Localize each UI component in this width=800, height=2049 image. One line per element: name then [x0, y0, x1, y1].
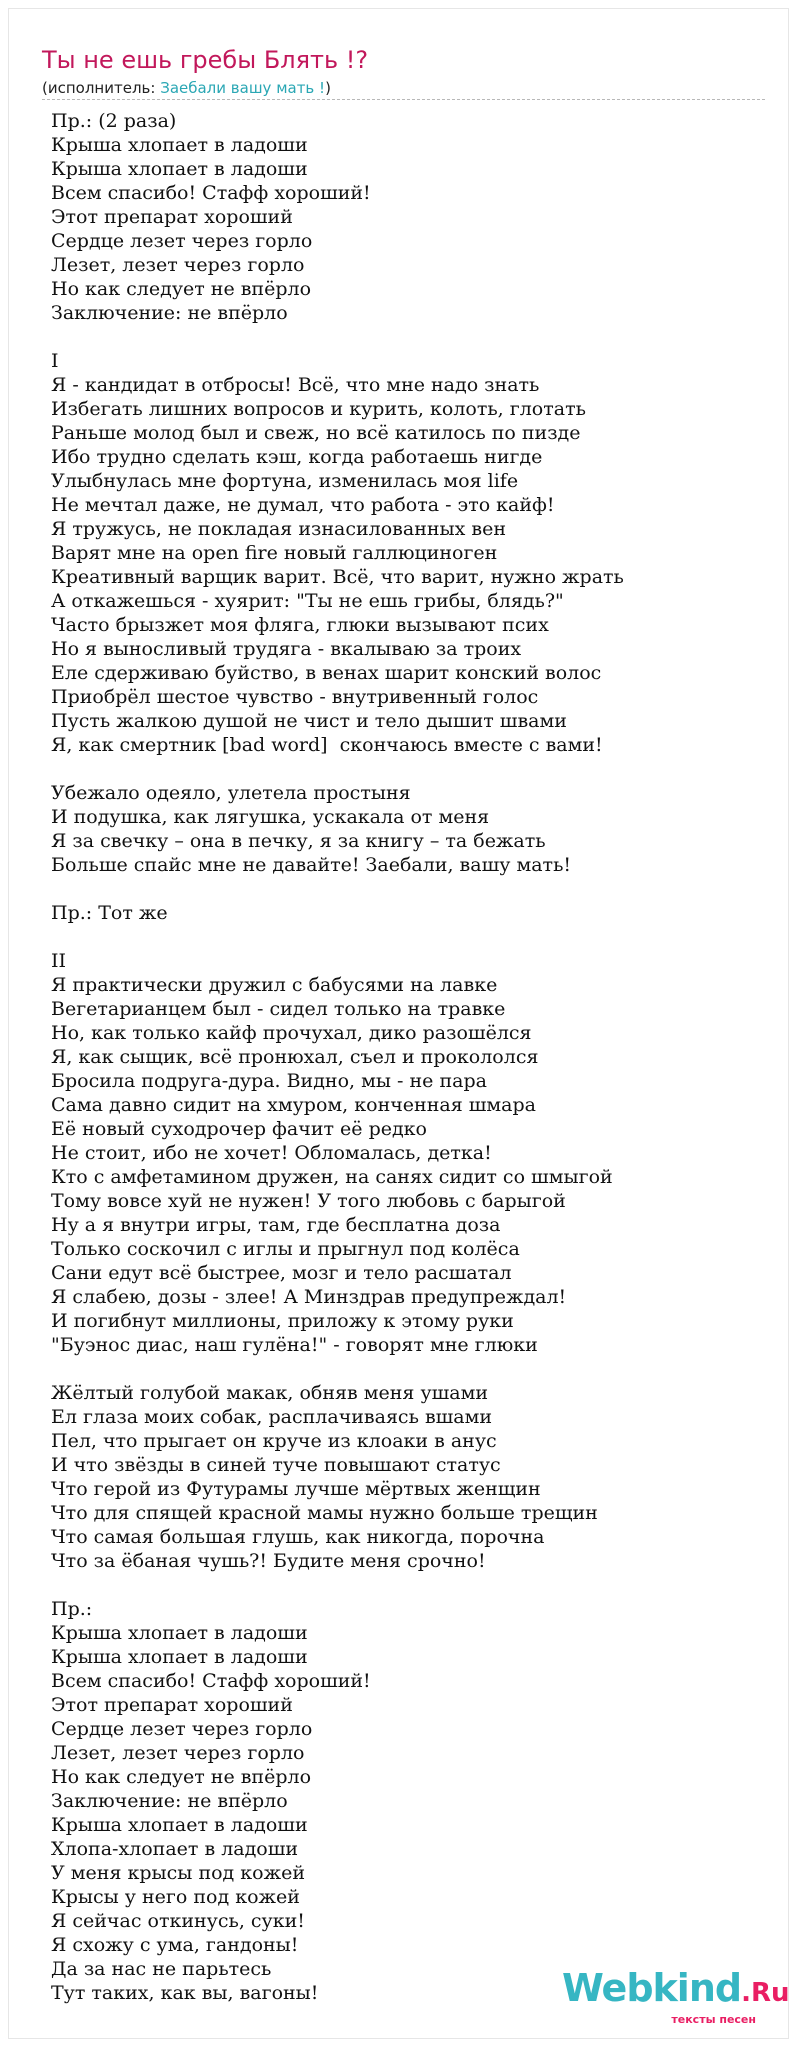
lyric-line: Раньше молод был и свеж, но всё катилось по пизде: [51, 422, 581, 444]
lyric-line: Хлопа-хлопает в ладоши: [51, 1838, 299, 1860]
lyric-line: Крыша хлопает в ладоши: [51, 1646, 308, 1668]
lyric-line: Крыша хлопает в ладоши: [51, 158, 308, 180]
lyric-line: Не стоит, ибо не хочет! Обломалась, детка!: [51, 1142, 492, 1164]
lyric-line: Пусть жалкою душой не чист и тело дышит швами: [51, 710, 567, 732]
lyric-line: Варят мне на open fire новый галлюциноген: [51, 542, 498, 564]
lyric-line: Сама давно сидит на хмуром, конченная шмара: [51, 1094, 536, 1116]
logo-tld-text: .Ru: [741, 1978, 790, 2008]
lyric-line: Что за ёбаная чушь?! Будите меня срочно!: [51, 1550, 486, 1572]
lyric-line: Я схожу с ума, гандоны!: [51, 1934, 299, 1956]
lyric-line: Больше спайс мне не давайте! Заебали, вашу мать!: [51, 854, 572, 876]
lyrics-text: [51, 109, 771, 2005]
lyric-line: Сердце лезет через горло: [51, 1718, 313, 1740]
lyric-line: Тому вовсе хуй не нужен! У того любовь с барыгой: [51, 1190, 566, 1212]
lyric-line: Убежало одеяло, улетела простыня: [51, 782, 411, 804]
lyric-line: У меня крысы под кожей: [51, 1862, 305, 1884]
lyric-line: [51, 877, 771, 901]
lyric-line: Пр.:: [51, 1598, 93, 1620]
lyric-line: Приобрёл шестое чувство - внутривенный голос: [51, 686, 539, 708]
lyric-line: Я практически дружил с бабусями на лавке: [51, 974, 498, 996]
lyric-line: Что для спящей красной мамы нужно больше трещин: [51, 1502, 598, 1524]
lyric-line: И подушка, как лягушка, ускакала от меня: [51, 806, 490, 828]
lyric-line: [51, 325, 771, 349]
lyric-line: Я, как смертник [bad word] скончаюсь вместе с вами!: [51, 734, 603, 756]
lyric-line: Её новый суходрочер фачит её редко: [51, 1118, 427, 1140]
lyric-line: Я слабею, дозы - злее! А Минздрав предупреждал!: [51, 1286, 567, 1308]
lyrics-page: [8, 8, 789, 2039]
artist-link[interactable]: Заебали вашу мать !: [160, 79, 326, 97]
lyric-line: Ибо трудно сделать кэш, когда работаешь нигде: [51, 446, 543, 468]
lyric-line: Что герой из Футурамы лучше мёртвых женщин: [51, 1478, 541, 1500]
lyric-line: Ел глаза моих собак, расплачиваясь вшами: [51, 1406, 493, 1428]
lyric-line: Тут таких, как вы, вагоны!: [51, 1982, 319, 2004]
lyric-line: Кто с амфетамином дружен, на санях сидит со шмыгой: [51, 1166, 613, 1188]
lyric-line: Я за свечку – она в печку, я за книгу – та бежать: [51, 830, 546, 852]
lyric-line: Этот препарат хороший: [51, 1694, 293, 1716]
lyric-line: Крыша хлопает в ладоши: [51, 1622, 308, 1644]
lyric-line: Всем спасибо! Стафф хороший!: [51, 1670, 371, 1692]
lyric-line: Крысы у него под кожей: [51, 1886, 300, 1908]
lyric-line: Я - кандидат в отбросы! Всё, что мне надо знать: [51, 374, 540, 396]
lyric-line: [51, 1573, 771, 1597]
song-title: Ты не ешь гребы Блять !?: [42, 46, 369, 74]
artist-suffix: ): [325, 79, 331, 97]
lyric-line: "Буэнос диас, наш гулёна!" - говорят мне глюки: [51, 1334, 538, 1356]
lyric-line: Я тружусь, не покладая изнасилованных вен: [51, 518, 506, 540]
artist-line: [42, 78, 765, 100]
lyric-line: Вегетарианцем был - сидел только на травке: [51, 998, 506, 1020]
lyric-line: Лезет, лезет через горло: [51, 1742, 305, 1764]
lyric-line: II: [51, 950, 67, 972]
site-logo[interactable]: [562, 1966, 790, 2026]
lyric-line: Лезет, лезет через горло: [51, 254, 305, 276]
lyric-line: Заключение: не впёрло: [51, 302, 288, 324]
lyric-line: Да за нас не парьтесь: [51, 1958, 272, 1980]
lyric-line: Улыбнулась мне фортуна, изменилась моя life: [51, 470, 519, 492]
lyric-line: Но как следует не впёрло: [51, 1766, 312, 1788]
lyric-line: Избегать лишних вопросов и курить, колоть, глотать: [51, 398, 586, 420]
lyric-line: Пр.: (2 раза): [51, 110, 177, 132]
lyric-line: [51, 757, 771, 781]
lyric-line: Но как следует не впёрло: [51, 278, 312, 300]
lyric-line: [51, 1357, 771, 1381]
lyric-line: И погибнут миллионы, приложу к этому руки: [51, 1310, 514, 1332]
lyric-line: Ну а я внутри игры, там, где бесплатна доза: [51, 1214, 501, 1236]
lyric-line: Крыша хлопает в ладоши: [51, 1814, 308, 1836]
lyric-line: Заключение: не впёрло: [51, 1790, 288, 1812]
lyric-line: Еле сдерживаю буйство, в венах шарит конский волос: [51, 662, 602, 684]
lyric-line: Пел, что прыгает он круче из клоаки в анус: [51, 1430, 497, 1452]
lyric-line: Бросила подруга-дура. Видно, мы - не пара: [51, 1070, 487, 1092]
lyric-line: Пр.: Тот же: [51, 902, 168, 924]
lyric-line: Только соскочил с иглы и прыгнул под колёса: [51, 1238, 520, 1260]
lyric-line: Всем спасибо! Стафф хороший!: [51, 182, 371, 204]
lyric-line: Что самая большая глушь, как никогда, порочна: [51, 1526, 545, 1548]
lyric-line: Я, как сыщик, всё пронюхал, съел и прокололся: [51, 1046, 539, 1068]
logo-wordmark: [562, 1966, 790, 2013]
lyric-line: Креативный варщик варит. Всё, что варит, нужно жрать: [51, 566, 624, 588]
lyric-line: Часто брызжет моя фляга, глюки вызывают псих: [51, 614, 549, 636]
logo-subtitle: тексты песен: [671, 2013, 756, 2026]
lyric-line: Я сейчас откинусь, суки!: [51, 1910, 305, 1932]
lyric-line: Сани едут всё быстрее, мозг и тело расшатал: [51, 1262, 512, 1284]
lyric-line: Но, как только кайф прочухал, дико разошёлся: [51, 1022, 532, 1044]
lyric-line: Жёлтый голубой макак, обняв меня ушами: [51, 1382, 489, 1404]
lyric-line: I: [51, 350, 59, 372]
lyric-line: [51, 925, 771, 949]
lyric-line: Этот препарат хороший: [51, 206, 293, 228]
lyric-line: Не мечтал даже, не думал, что работа - это кайф!: [51, 494, 555, 516]
lyric-line: Но я выносливый трудяга - вкалываю за троих: [51, 638, 522, 660]
lyric-line: И что звёзды в синей туче повышают статус: [51, 1454, 501, 1476]
artist-prefix: (исполнитель:: [42, 79, 161, 97]
lyric-line: Крыша хлопает в ладоши: [51, 134, 308, 156]
lyric-line: А откажешься - хуярит: "Ты не ешь грибы, блядь?": [51, 590, 564, 612]
lyric-line: Сердце лезет через горло: [51, 230, 313, 252]
logo-main-text: Webkind: [562, 1966, 742, 2010]
